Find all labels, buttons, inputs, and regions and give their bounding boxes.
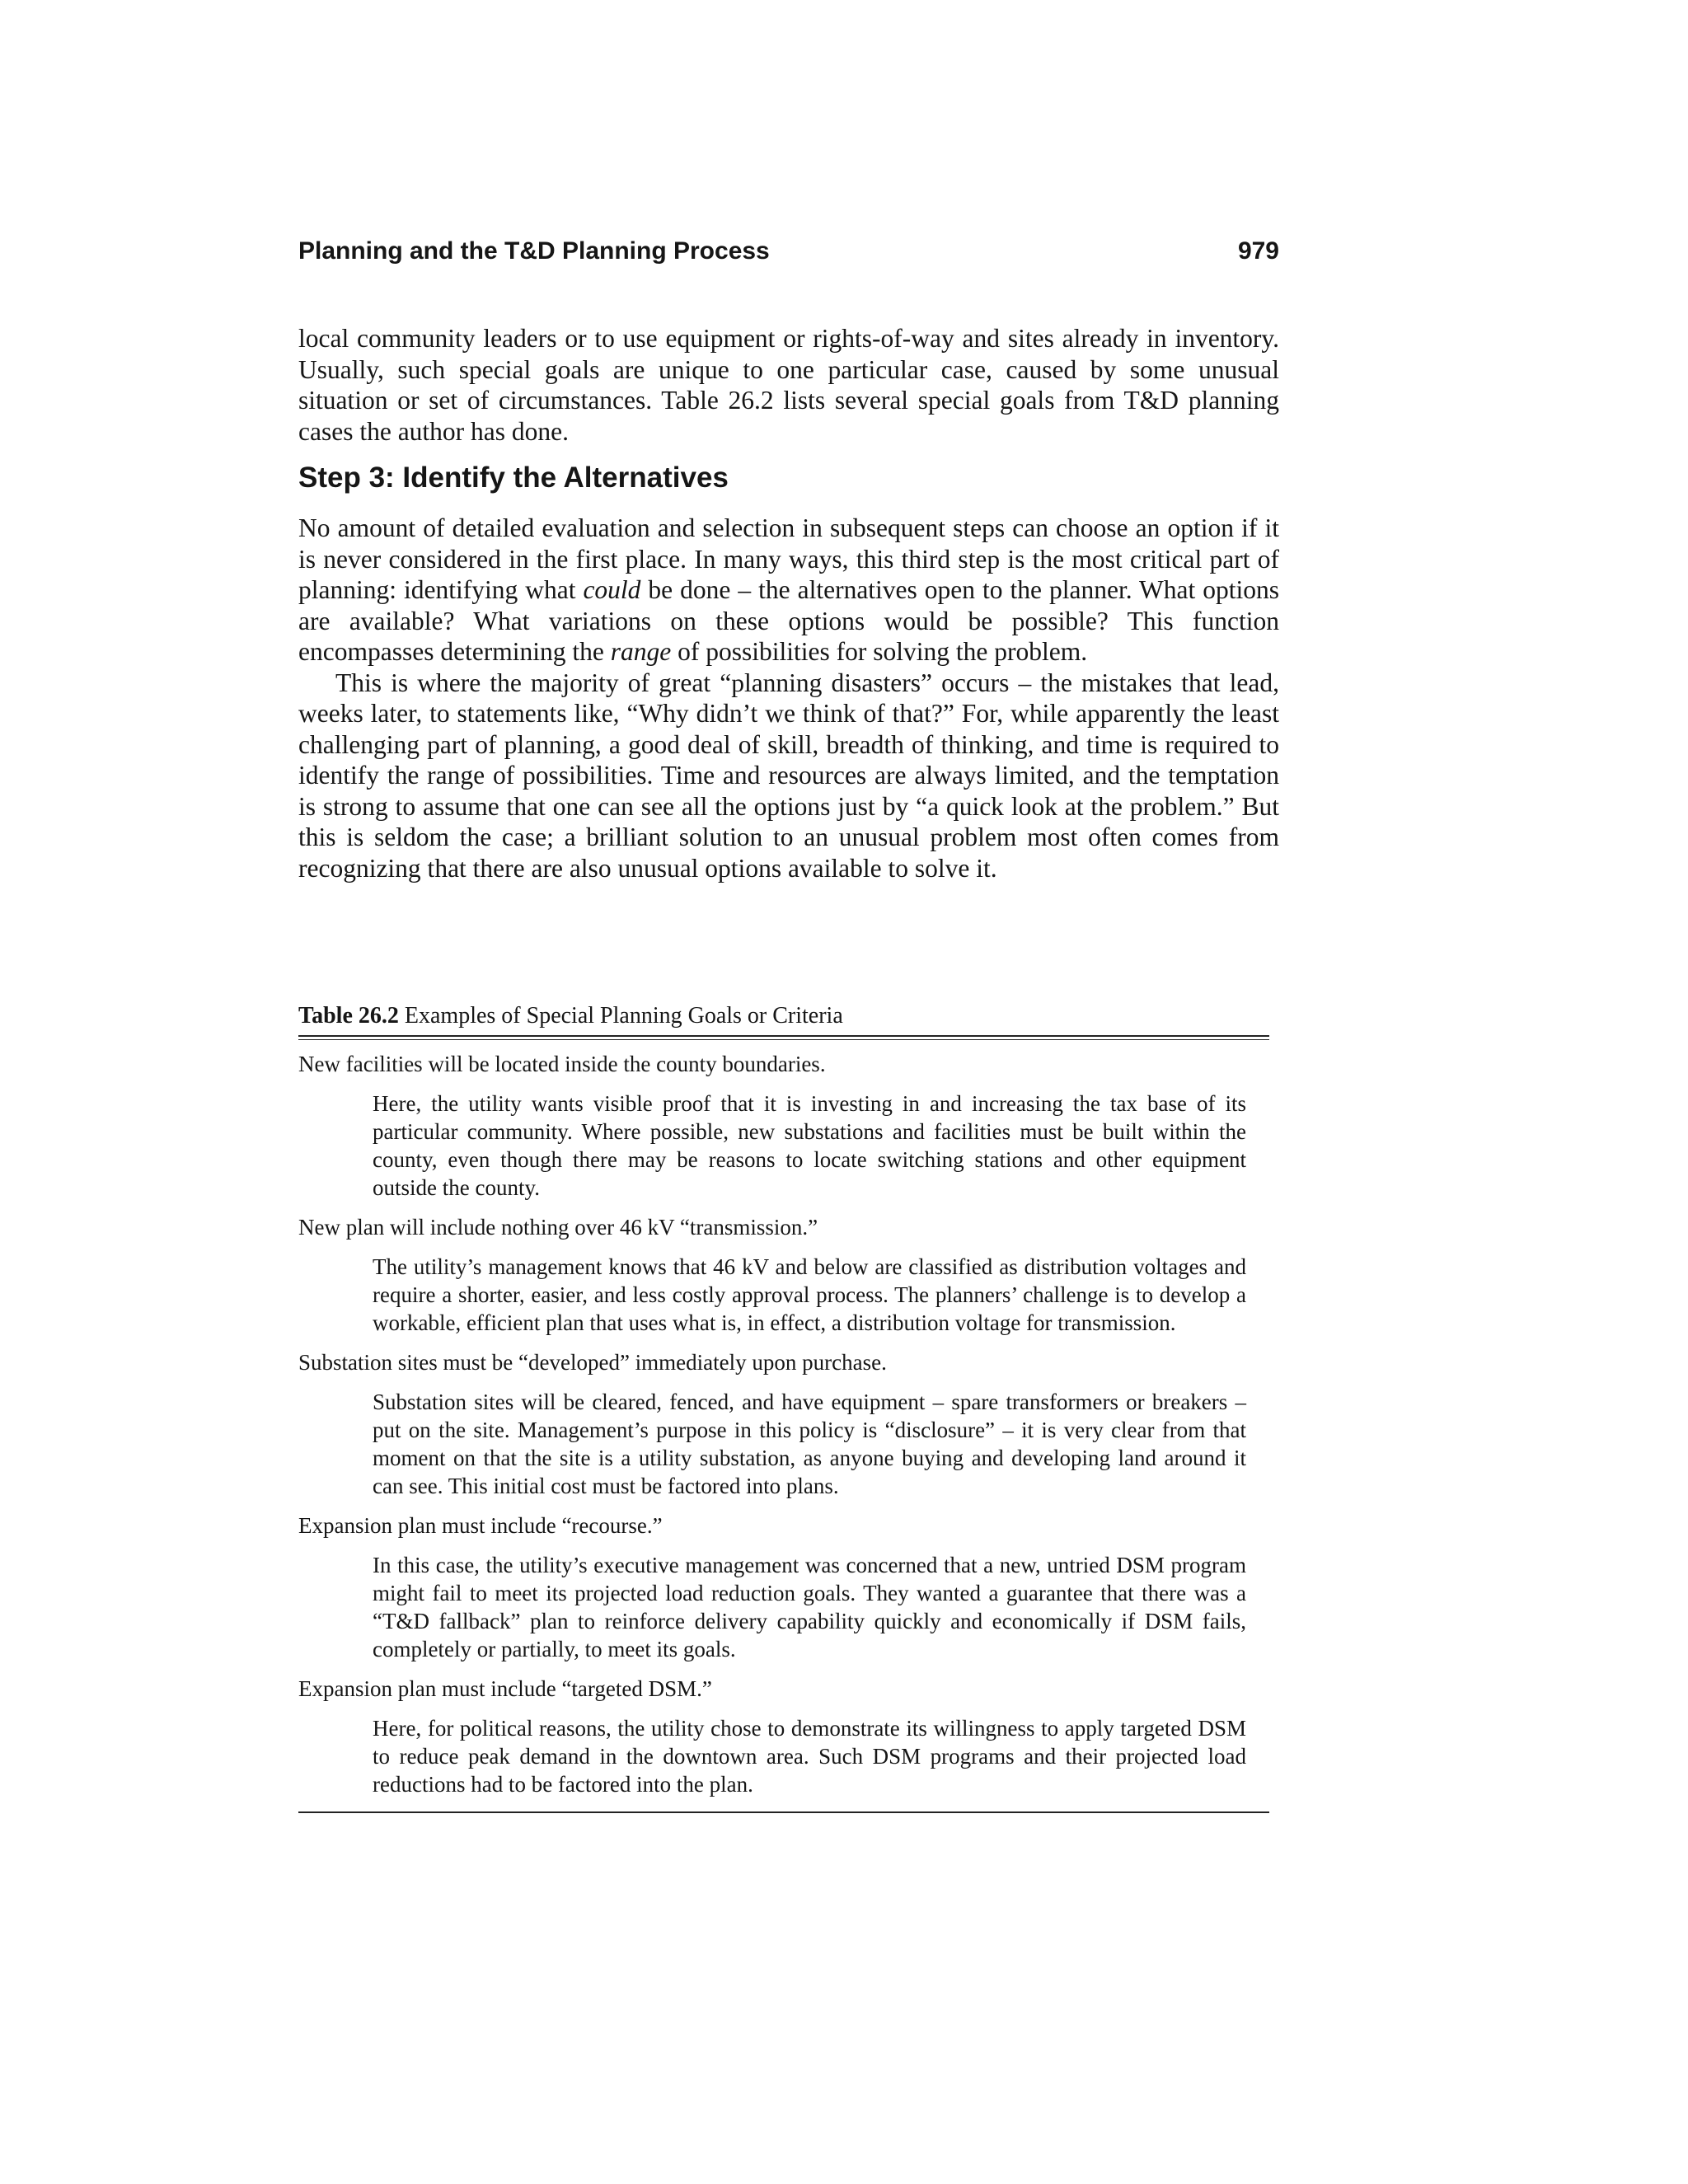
p1-text-a: No amount of detailed evaluation and selection in subsequent steps can choose an option if it is never considered in the first place. In many ways, this third step is the most critical part of planning: identifying what — [298, 513, 1279, 604]
goal-entry — [298, 1675, 1269, 1798]
table-bottom-rule — [298, 1811, 1269, 1813]
goal-title: Expansion plan must include “recourse.” — [298, 1513, 663, 1538]
goal-entry — [298, 1511, 1269, 1663]
table-end — [298, 1811, 1269, 1813]
goal-title: New plan will include nothing over 46 kV “transmission.” — [298, 1215, 818, 1240]
table-label: Table 26.2 — [298, 1003, 399, 1029]
goal-description: The utility’s management knows that 46 kV and below are classified as distribution voltages and require a shorter, easier, and less costly approval process. The planners’ challenge is to develop a workable, efficient plan that uses what is, in effect, a distribution voltage for transmission. — [373, 1254, 1246, 1335]
section-body — [298, 513, 1279, 883]
goal-title: Substation sites must be “developed” immediately upon purchase. — [298, 1350, 887, 1375]
goal-title: New facilities will be located inside the county boundaries. — [298, 1052, 826, 1076]
section-paragraph-2: This is where the majority of great “planning disasters” occurs – the mistakes that lead, weeks later, to statements like, “Why didn’t we think of that?” For, while apparently the least challenging part of planning, a good deal of skill, breadth of thinking, and time is required to identify the range of possibilities. Time and resources are always limited, and the temptation is strong to assume that one can see all the options just by “a quick look at the problem.” But this is seldom the case; a brilliant solution to an unusual problem most often comes from recognizing that there are also unusual options available to solve it. — [298, 668, 1279, 883]
intro-paragraph: local community leaders or to use equipment or rights-of-way and sites already in inventory. Usually, such special goals are unique to one particular case, caused by some unusual situation or set of circumstances. Table 26.2 lists several special goals from T&D planning cases the author has done. — [298, 324, 1279, 446]
table-26-2 — [298, 1002, 1269, 1813]
p1-emphasis-range: range — [610, 637, 672, 666]
section-paragraph-1 — [298, 513, 1279, 668]
running-title: Planning and the T&D Planning Process — [298, 237, 770, 265]
table-top-rule — [298, 1035, 1269, 1037]
p1-text-b: be done – the alternatives open to the planner. What options are available? What variations on these options would be possible? This function encompasses determining the — [298, 575, 1280, 666]
goal-title: Expansion plan must include “targeted DSM.” — [298, 1676, 712, 1701]
goal-description: In this case, the utility’s executive management was concerned that a new, untried DSM program might fail to meet its projected load reduction goals. They wanted a guarantee that there was a “T&D fallback” plan to reinforce delivery capability quickly and economically if DSM fails, completely or partially, to meet its goals. — [373, 1553, 1246, 1661]
p1-text-c: of possibilities for solving the problem. — [671, 637, 1088, 666]
page-number: 979 — [1237, 237, 1279, 265]
goal-description: Substation sites will be cleared, fenced, and have equipment – spare transformers or breakers – put on the site. Management’s purpose in this policy is “disclosure” – it is very clear from that moment on that the site is a utility substation, as anyone buying and developing land around it can see. This initial cost must be factored into plans. — [373, 1390, 1246, 1498]
goal-entry — [298, 1348, 1269, 1500]
goal-entry — [298, 1213, 1269, 1337]
goal-entry — [298, 1050, 1269, 1202]
table-caption — [298, 1002, 1269, 1035]
p1-emphasis-could: could — [583, 575, 641, 604]
intro-paragraph-block — [298, 323, 1279, 447]
goal-description: Here, the utility wants visible proof that it is investing in and increasing the tax base of its particular community. Where possible, new substations and facilities must be built within the county, even though there may be reasons to locate switching stations and other equipment outside the county. — [373, 1091, 1246, 1200]
table-caption-text: Examples of Special Planning Goals or Criteria — [404, 1003, 843, 1029]
goal-description: Here, for political reasons, the utility chose to demonstrate its willingness to apply targeted DSM to reduce peak demand in the downtown area. Such DSM programs and their projected load reductions had to be factored into the plan. — [373, 1716, 1246, 1797]
goals-list — [298, 1050, 1269, 1798]
section-heading: Step 3: Identify the Alternatives — [298, 462, 729, 494]
table-top-rule-inner — [298, 1039, 1269, 1040]
running-header — [298, 237, 1279, 265]
